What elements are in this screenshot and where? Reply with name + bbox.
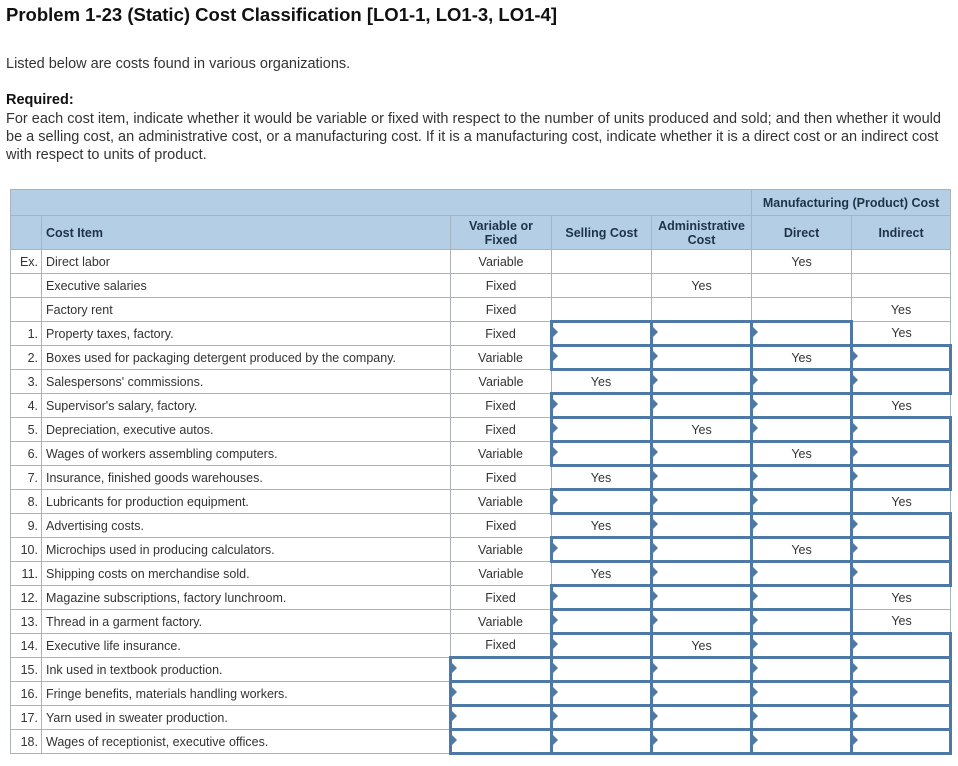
indirect-cell: Yes xyxy=(852,322,951,346)
administrative-cost-input[interactable] xyxy=(652,658,752,682)
selling-cost-input[interactable] xyxy=(552,586,652,610)
header-number xyxy=(11,216,42,250)
cost-item-label: Supervisor's salary, factory. xyxy=(42,394,451,418)
header-indirect: Indirect xyxy=(852,216,951,250)
selling-cost-cell: Yes xyxy=(552,514,652,538)
direct-input[interactable] xyxy=(752,730,852,754)
table-row xyxy=(11,442,951,466)
header-cost-item: Cost Item xyxy=(42,216,451,250)
cost-item-label: Boxes used for packaging detergent produced by the company. xyxy=(42,346,451,370)
indirect-cell xyxy=(852,250,951,274)
row-number: 14. xyxy=(11,634,42,658)
variable-or-fixed-cell: Variable xyxy=(451,346,552,370)
selling-cost-cell xyxy=(552,274,652,298)
row-number: 12. xyxy=(11,586,42,610)
row-number: 2. xyxy=(11,346,42,370)
variable-or-fixed-input[interactable] xyxy=(451,658,552,682)
direct-cell xyxy=(752,298,852,322)
header-administrative-cost: Administrative Cost xyxy=(652,216,752,250)
row-number: 13. xyxy=(11,610,42,634)
header-row xyxy=(11,216,951,250)
table-row xyxy=(11,466,951,490)
cost-item-label: Wages of receptionist, executive offices. xyxy=(42,730,451,754)
selling-cost-input[interactable] xyxy=(552,730,652,754)
row-number: 11. xyxy=(11,562,42,586)
selling-cost-input[interactable] xyxy=(552,346,652,370)
row-number: 18. xyxy=(11,730,42,754)
direct-cell xyxy=(752,274,852,298)
administrative-cost-input[interactable] xyxy=(652,706,752,730)
administrative-cost-input[interactable] xyxy=(652,466,752,490)
variable-or-fixed-cell: Fixed xyxy=(451,274,552,298)
direct-input[interactable] xyxy=(752,586,852,610)
table-row xyxy=(11,298,951,322)
direct-input[interactable] xyxy=(752,682,852,706)
cost-item-label: Lubricants for production equipment. xyxy=(42,490,451,514)
indirect-cell: Yes xyxy=(852,610,951,634)
direct-input[interactable] xyxy=(752,466,852,490)
direct-input[interactable] xyxy=(752,418,852,442)
administrative-cost-cell: Yes xyxy=(652,634,752,658)
indirect-cell: Yes xyxy=(852,394,951,418)
administrative-cost-input[interactable] xyxy=(652,490,752,514)
cost-item-label: Yarn used in sweater production. xyxy=(42,706,451,730)
selling-cost-input[interactable] xyxy=(552,394,652,418)
selling-cost-input[interactable] xyxy=(552,418,652,442)
cost-item-label: Ink used in textbook production. xyxy=(42,658,451,682)
cost-item-label: Magazine subscriptions, factory lunchroom. xyxy=(42,586,451,610)
variable-or-fixed-cell: Fixed xyxy=(451,298,552,322)
required-text: For each cost item, indicate whether it would be variable or fixed with respect to the number of units produced and sold; and then whether it would be a selling cost, an administrative cost, or a manufacturing cost. If it is a manufacturing cost, indicate whether it is a direct cost or an indirect cost with respect to units of product. xyxy=(6,111,941,163)
administrative-cost-input[interactable] xyxy=(652,346,752,370)
direct-input[interactable] xyxy=(752,514,852,538)
table-row xyxy=(11,562,951,586)
administrative-cost-input[interactable] xyxy=(652,682,752,706)
variable-or-fixed-cell: Fixed xyxy=(451,634,552,658)
table-row xyxy=(11,490,951,514)
indirect-input[interactable] xyxy=(852,706,951,730)
direct-cell: Yes xyxy=(752,538,852,562)
selling-cost-cell xyxy=(552,250,652,274)
row-number: 7. xyxy=(11,466,42,490)
cost-item-label: Salespersons' commissions. xyxy=(42,370,451,394)
selling-cost-input[interactable] xyxy=(552,634,652,658)
header-direct: Direct xyxy=(752,216,852,250)
indirect-input[interactable] xyxy=(852,370,951,394)
variable-or-fixed-cell: Fixed xyxy=(451,418,552,442)
selling-cost-cell: Yes xyxy=(552,370,652,394)
table-row xyxy=(11,514,951,538)
cost-item-label: Microchips used in producing calculators. xyxy=(42,538,451,562)
variable-or-fixed-cell: Variable xyxy=(451,538,552,562)
direct-input[interactable] xyxy=(752,610,852,634)
manufacturing-group-header: Manufacturing (Product) Cost xyxy=(752,190,951,216)
direct-input[interactable] xyxy=(752,658,852,682)
indirect-input[interactable] xyxy=(852,658,951,682)
table-row xyxy=(11,706,951,730)
cost-item-label: Insurance, finished goods warehouses. xyxy=(42,466,451,490)
row-number xyxy=(11,298,42,322)
table-row xyxy=(11,538,951,562)
table-row xyxy=(11,250,951,274)
header-selling-cost: Selling Cost xyxy=(552,216,652,250)
direct-input[interactable] xyxy=(752,490,852,514)
cost-item-label: Fringe benefits, materials handling workers. xyxy=(42,682,451,706)
table-row xyxy=(11,274,951,298)
cost-item-label: Shipping costs on merchandise sold. xyxy=(42,562,451,586)
header-row-group xyxy=(11,190,951,216)
direct-cell: Yes xyxy=(752,250,852,274)
variable-or-fixed-cell: Fixed xyxy=(451,466,552,490)
variable-or-fixed-cell: Fixed xyxy=(451,586,552,610)
table-row xyxy=(11,634,951,658)
selling-cost-input[interactable] xyxy=(552,658,652,682)
header-spacer xyxy=(11,190,752,216)
indirect-input[interactable] xyxy=(852,466,951,490)
row-number: 5. xyxy=(11,418,42,442)
variable-or-fixed-cell: Fixed xyxy=(451,322,552,346)
table-row xyxy=(11,370,951,394)
row-number: Ex. xyxy=(11,250,42,274)
variable-or-fixed-cell: Variable xyxy=(451,442,552,466)
cost-item-label: Direct labor xyxy=(42,250,451,274)
cost-item-label: Depreciation, executive autos. xyxy=(42,418,451,442)
row-number: 16. xyxy=(11,682,42,706)
table-row xyxy=(11,658,951,682)
administrative-cost-input[interactable] xyxy=(652,442,752,466)
selling-cost-input[interactable] xyxy=(552,706,652,730)
table-row xyxy=(11,346,951,370)
administrative-cost-input[interactable] xyxy=(652,562,752,586)
selling-cost-cell xyxy=(552,298,652,322)
row-number: 9. xyxy=(11,514,42,538)
administrative-cost-input[interactable] xyxy=(652,730,752,754)
table-row xyxy=(11,682,951,706)
cost-item-label: Wages of workers assembling computers. xyxy=(42,442,451,466)
indirect-input[interactable] xyxy=(852,634,951,658)
administrative-cost-cell: Yes xyxy=(652,274,752,298)
cost-item-label: Executive salaries xyxy=(42,274,451,298)
selling-cost-cell: Yes xyxy=(552,466,652,490)
header-variable-or-fixed: Variable or Fixed xyxy=(451,216,552,250)
cost-item-label: Advertising costs. xyxy=(42,514,451,538)
variable-or-fixed-cell: Variable xyxy=(451,610,552,634)
indirect-cell: Yes xyxy=(852,490,951,514)
row-number: 10. xyxy=(11,538,42,562)
selling-cost-input[interactable] xyxy=(552,610,652,634)
indirect-input[interactable] xyxy=(852,562,951,586)
indirect-input[interactable] xyxy=(852,418,951,442)
cost-item-label: Property taxes, factory. xyxy=(42,322,451,346)
required-label: Required: xyxy=(6,92,74,108)
variable-or-fixed-cell: Variable xyxy=(451,490,552,514)
indirect-cell: Yes xyxy=(852,586,951,610)
indirect-cell: Yes xyxy=(852,298,951,322)
administrative-cost-input[interactable] xyxy=(652,394,752,418)
direct-input[interactable] xyxy=(752,706,852,730)
administrative-cost-input[interactable] xyxy=(652,322,752,346)
variable-or-fixed-cell: Variable xyxy=(451,562,552,586)
row-number: 6. xyxy=(11,442,42,466)
direct-input[interactable] xyxy=(752,394,852,418)
table-row xyxy=(11,394,951,418)
indirect-input[interactable] xyxy=(852,346,951,370)
cost-item-label: Factory rent xyxy=(42,298,451,322)
selling-cost-input[interactable] xyxy=(552,682,652,706)
row-number: 1. xyxy=(11,322,42,346)
direct-input[interactable] xyxy=(752,634,852,658)
administrative-cost-cell xyxy=(652,298,752,322)
direct-cell: Yes xyxy=(752,346,852,370)
variable-or-fixed-cell: Variable xyxy=(451,250,552,274)
variable-or-fixed-cell: Fixed xyxy=(451,394,552,418)
row-number xyxy=(11,274,42,298)
selling-cost-input[interactable] xyxy=(552,538,652,562)
administrative-cost-input[interactable] xyxy=(652,586,752,610)
indirect-input[interactable] xyxy=(852,538,951,562)
page-title: Problem 1-23 (Static) Cost Classification [LO1-1, LO1-3, LO1-4] xyxy=(6,4,558,25)
table-row xyxy=(11,418,951,442)
variable-or-fixed-cell: Variable xyxy=(451,370,552,394)
administrative-cost-input[interactable] xyxy=(652,610,752,634)
variable-or-fixed-input[interactable] xyxy=(451,682,552,706)
selling-cost-cell: Yes xyxy=(552,562,652,586)
indirect-input[interactable] xyxy=(852,514,951,538)
selling-cost-input[interactable] xyxy=(552,442,652,466)
variable-or-fixed-cell: Fixed xyxy=(451,514,552,538)
cost-item-label: Executive life insurance. xyxy=(42,634,451,658)
row-number: 17. xyxy=(11,706,42,730)
direct-cell: Yes xyxy=(752,442,852,466)
table-row xyxy=(11,610,951,634)
variable-or-fixed-input[interactable] xyxy=(451,706,552,730)
indirect-input[interactable] xyxy=(852,682,951,706)
indirect-input[interactable] xyxy=(852,442,951,466)
direct-input[interactable] xyxy=(752,370,852,394)
table-row xyxy=(11,586,951,610)
indirect-cell xyxy=(852,274,951,298)
row-number: 15. xyxy=(11,658,42,682)
table-row xyxy=(11,730,951,754)
variable-or-fixed-input[interactable] xyxy=(451,730,552,754)
administrative-cost-input[interactable] xyxy=(652,514,752,538)
administrative-cost-input[interactable] xyxy=(652,370,752,394)
administrative-cost-cell xyxy=(652,250,752,274)
direct-input[interactable] xyxy=(752,562,852,586)
administrative-cost-cell: Yes xyxy=(652,418,752,442)
intro-text: Listed below are costs found in various organizations. xyxy=(6,56,351,72)
cost-item-label: Thread in a garment factory. xyxy=(42,610,451,634)
table-row xyxy=(11,322,951,346)
direct-input[interactable] xyxy=(752,322,852,346)
administrative-cost-input[interactable] xyxy=(652,538,752,562)
selling-cost-input[interactable] xyxy=(552,490,652,514)
selling-cost-input[interactable] xyxy=(552,322,652,346)
row-number: 4. xyxy=(11,394,42,418)
row-number: 3. xyxy=(11,370,42,394)
row-number: 8. xyxy=(11,490,42,514)
cost-classification-table xyxy=(10,189,952,755)
indirect-input[interactable] xyxy=(852,730,951,754)
